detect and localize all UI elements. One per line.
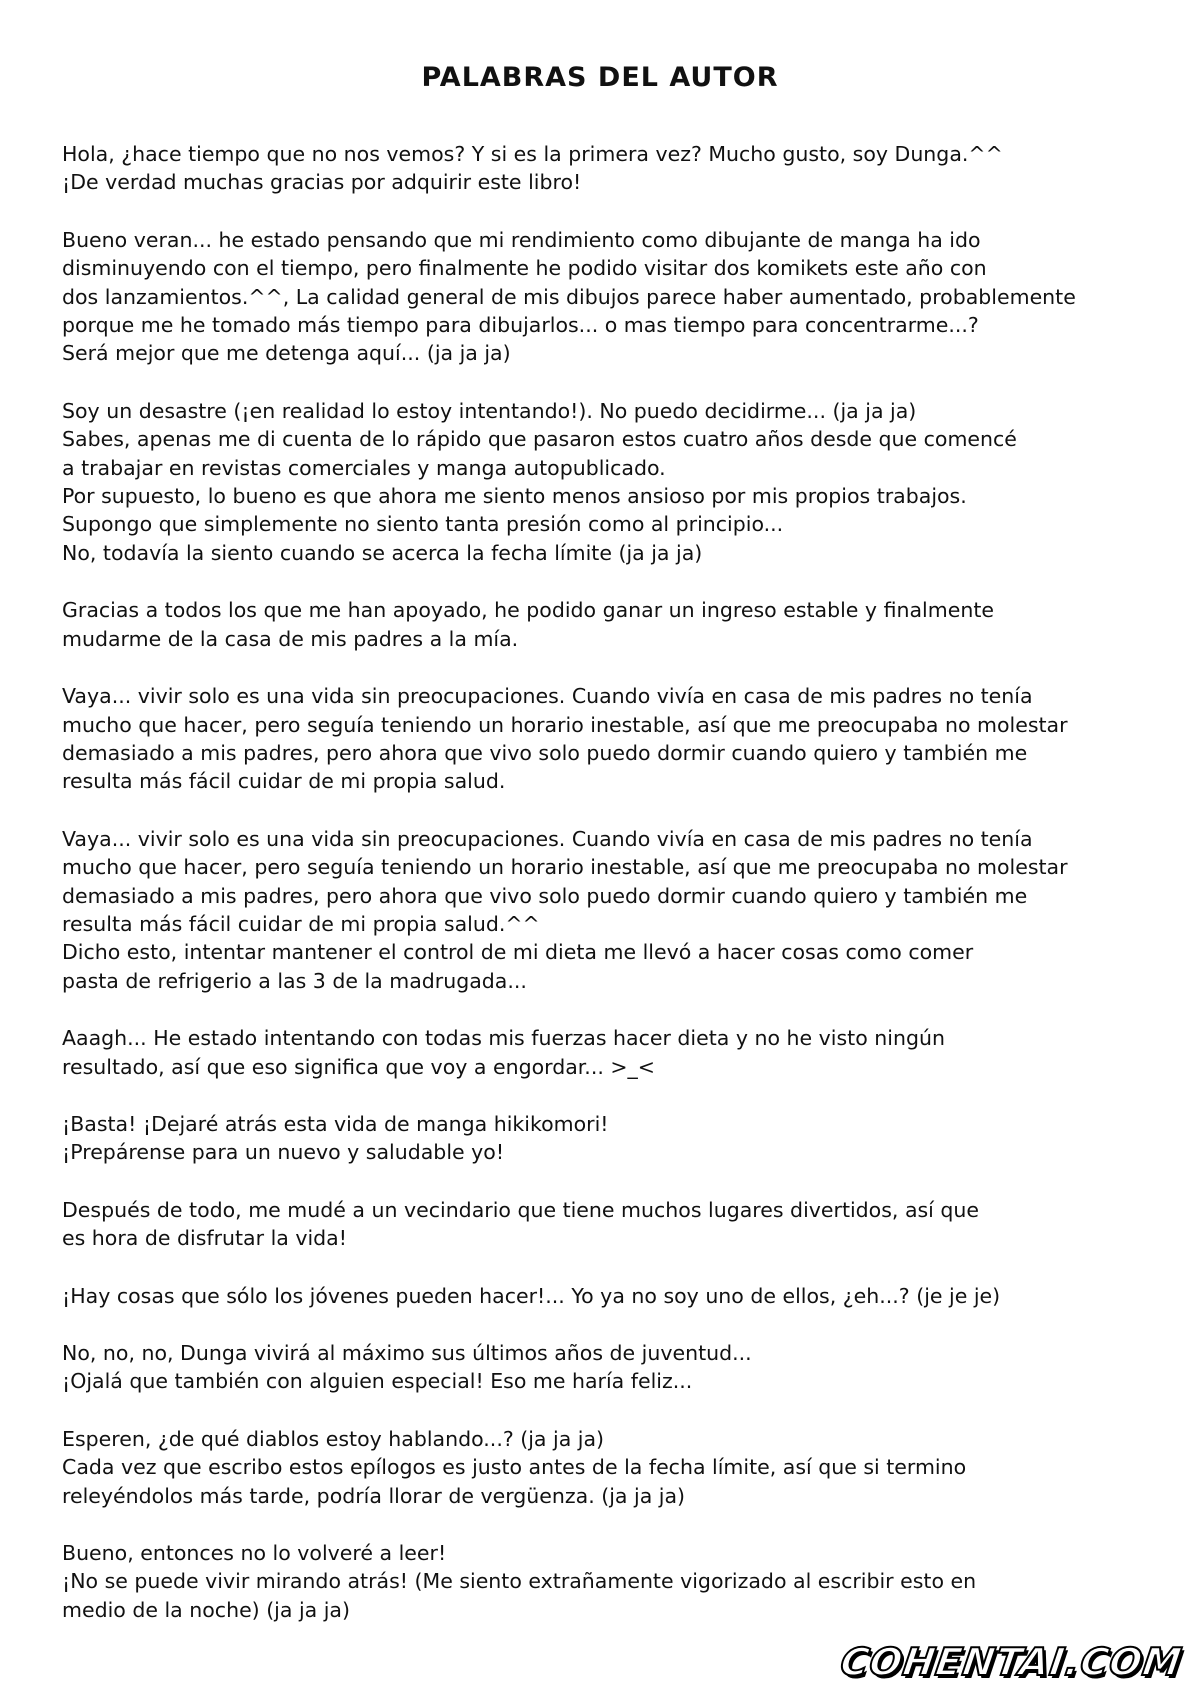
document-body <box>62 140 1172 1653</box>
text-line: dos lanzamientos.^^, La calidad general de mis dibujos parece haber aumentado, probablemente <box>62 284 1076 309</box>
text-line: Cada vez que escribo estos epílogos es justo antes de la fecha límite, así que si termino <box>62 1455 967 1480</box>
paragraph <box>62 397 1172 567</box>
text-line: Soy un desastre (¡en realidad lo estoy intentando!). No puedo decidirme... (ja ja ja) <box>62 398 917 423</box>
paragraph <box>62 1196 1172 1253</box>
text-line: Bueno veran... he estado pensando que mi rendimiento como dibujante de manga ha ido <box>62 227 981 252</box>
text-line: a trabajar en revistas comerciales y manga autopublicado. <box>62 455 666 480</box>
paragraph <box>62 1024 1172 1081</box>
text-line: resulta más fácil cuidar de mi propia salud. <box>62 769 506 794</box>
paragraph <box>62 140 1172 197</box>
text-line: Aaagh... He estado intentando con todas mis fuerzas hacer dieta y no he visto ningún <box>62 1026 945 1051</box>
text-line: ¡Basta! ¡Dejaré atrás esta vida de manga hikikomori! <box>62 1111 609 1136</box>
text-line: ¡De verdad muchas gracias por adquirir este libro! <box>62 170 582 195</box>
text-line: Será mejor que me detenga aquí... (ja ja ja) <box>62 341 511 366</box>
text-line: Dicho esto, intentar mantener el control de mi dieta me llevó a hacer cosas como comer <box>62 940 974 965</box>
text-line: medio de la noche) (ja ja ja) <box>62 1597 350 1622</box>
text-line: No, no, no, Dunga vivirá al máximo sus últimos años de juventud... <box>62 1341 752 1365</box>
text-line: mudarme de la casa de mis padres a la mía. <box>62 626 519 651</box>
text-line: Bueno, entonces no lo volveré a leer! <box>62 1541 447 1566</box>
text-line: Vaya... vivir solo es una vida sin preocupaciones. Cuando vivía en casa de mis padres no tenía <box>62 684 1033 709</box>
paragraph <box>62 1110 1172 1167</box>
text-line: demasiado a mis padres, pero ahora que vivo solo puedo dormir cuando quiero y también me <box>62 740 1028 765</box>
text-line: es hora de disfrutar la vida! <box>62 1226 347 1251</box>
paragraph <box>62 1339 1172 1396</box>
text-line: ¡Prepárense para un nuevo y saludable yo! <box>62 1140 505 1165</box>
text-line: Sabes, apenas me di cuenta de lo rápido que pasaron estos cuatro años desde que comencé <box>62 427 1017 452</box>
text-line: porque me he tomado más tiempo para dibujarlos... o mas tiempo para concentrarme...? <box>62 313 979 338</box>
paragraph <box>62 825 1172 995</box>
paragraph <box>62 682 1172 796</box>
text-line: mucho que hacer, pero seguía teniendo un horario inestable, así que me preocupaba no molestar <box>62 855 1068 880</box>
text-line: Supongo que simplemente no siento tanta presión como al principio... <box>62 512 784 537</box>
watermark-logo: COHENTAI.COM <box>838 1640 1186 1684</box>
paragraph <box>62 1539 1172 1624</box>
text-line: Vaya... vivir solo es una vida sin preocupaciones. Cuando vivía en casa de mis padres no tenía <box>62 826 1033 851</box>
text-line: disminuyendo con el tiempo, pero finalmente he podido visitar dos komikets este año con <box>62 256 987 281</box>
text-line: pasta de refrigerio a las 3 de la madrugada... <box>62 968 527 993</box>
paragraph <box>62 1425 1172 1510</box>
text-line: Hola, ¿hace tiempo que no nos vemos? Y si es la primera vez? Mucho gusto, soy Dunga.^^ <box>62 142 1003 166</box>
text-line: resulta más fácil cuidar de mi propia salud.^^ <box>62 911 540 936</box>
text-line: mucho que hacer, pero seguía teniendo un horario inestable, así que me preocupaba no molestar <box>62 712 1068 737</box>
text-line: demasiado a mis padres, pero ahora que vivo solo puedo dormir cuando quiero y también me <box>62 883 1028 908</box>
text-line: resultado, así que eso significa que voy a engordar... >_< <box>62 1054 655 1079</box>
text-line: No, todavía la siento cuando se acerca la fecha límite (ja ja ja) <box>62 540 703 565</box>
text-line: Por supuesto, lo bueno es que ahora me siento menos ansioso por mis propios trabajos. <box>62 484 967 509</box>
paragraph <box>62 226 1172 368</box>
text-line: Después de todo, me mudé a un vecindario que tiene muchos lugares divertidos, así que <box>62 1197 980 1222</box>
page-title: PALABRAS DEL AUTOR <box>421 62 779 93</box>
text-line: ¡No se puede vivir mirando atrás! (Me siento extrañamente vigorizado al escribir esto en <box>62 1569 977 1594</box>
paragraph <box>62 596 1172 653</box>
text-line: Gracias a todos los que me han apoyado, he podido ganar un ingreso estable y finalmente <box>62 598 994 623</box>
paragraph <box>62 1282 1172 1310</box>
text-line: Esperen, ¿de qué diablos estoy hablando...? (ja ja ja) <box>62 1426 605 1451</box>
text-line: releyéndolos más tarde, podría llorar de vergüenza. (ja ja ja) <box>62 1483 686 1508</box>
text-line: ¡Ojalá que también con alguien especial! Eso me haría feliz... <box>62 1369 693 1394</box>
text-line: ¡Hay cosas que sólo los jóvenes pueden hacer!... Yo ya no soy uno de ellos, ¿eh...? (je je je) <box>62 1283 1001 1308</box>
